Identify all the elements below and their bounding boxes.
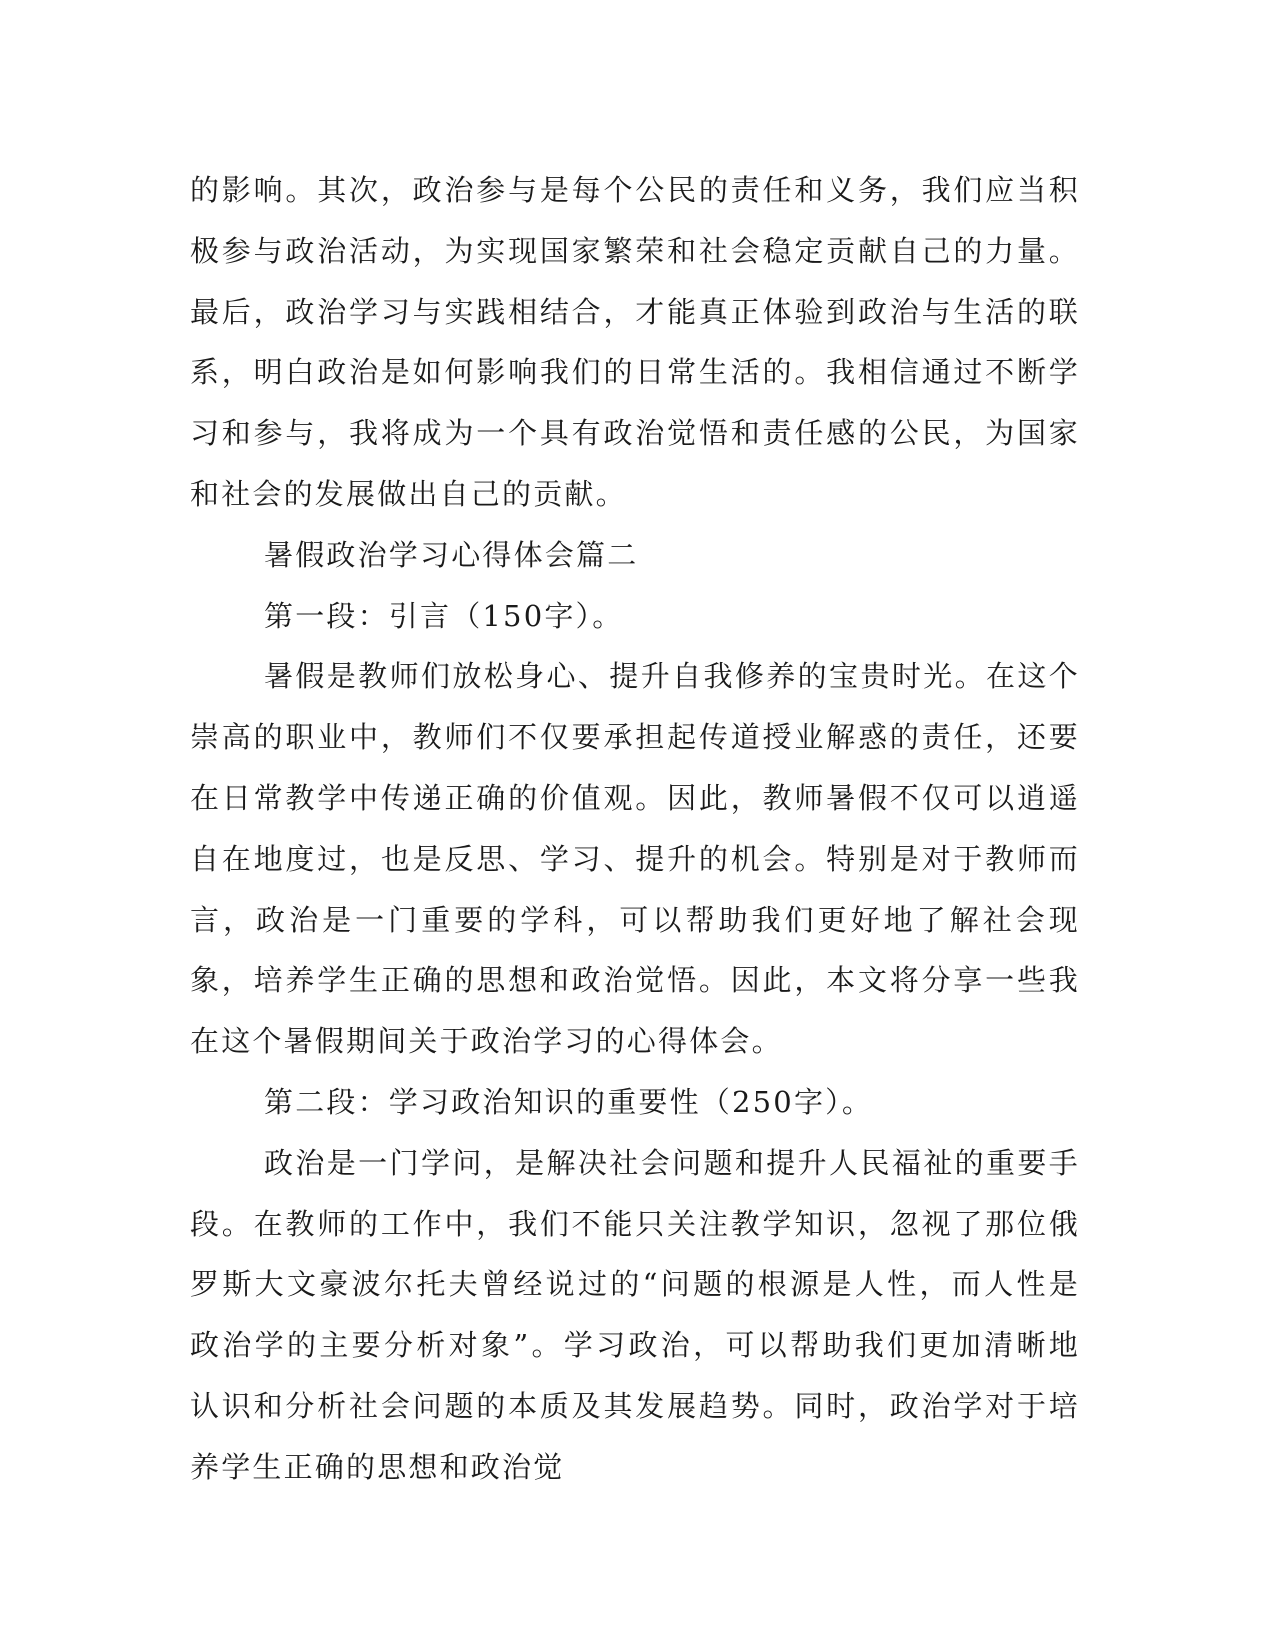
- section-title: 暑假政治学习心得体会篇二: [264, 537, 639, 572]
- paragraph-continuation: 的影响。其次，政治参与是每个公民的责任和义务，我们应当积极参与政治活动，为实现国家繁荣和社会稳定贡献自己的力量。最后，政治学习与实践相结合，才能真正体验到政治与生活的联系，明白政治是如何影响我们的日常生活的。我相信通过不断学习和参与，我将成为一个具有政治觉悟和责任感的公民，为国家和社会的发展做出自己的贡献。: [190, 173, 1080, 511]
- paragraph-intro: 暑假是教师们放松身心、提升自我修养的宝贵时光。在这个崇高的职业中，教师们不仅要承担起传道授业解惑的责任，还要在日常教学中传递正确的价值观。因此，教师暑假不仅可以逍遥自在地度过，也是反思、学习、提升的机会。特别是对于教师而言，政治是一门重要的学科，可以帮助我们更好地了解社会现象，培养学生正确的思想和政治觉悟。因此，本文将分享一些我在这个暑假期间关于政治学习的心得体会。: [190, 659, 1080, 1059]
- section-heading-1: 第一段：引言（150字）。: [264, 598, 624, 633]
- section-heading-2: 第二段：学习政治知识的重要性（250字）。: [264, 1084, 874, 1119]
- paragraph-importance: 政治是一门学问，是解决社会问题和提升人民福祉的重要手段。在教师的工作中，我们不能只关注教学知识，忽视了那位俄罗斯大文豪波尔托夫曾经说过的“问题的根源是人性，而人性是政治学的主要分析对象”。学习政治，可以帮助我们更加清晰地认识和分析社会问题的本质及其发展趋势。同时，政治学对于培养学生正确的思想和政治觉: [190, 1145, 1080, 1484]
- document-body: [190, 160, 1080, 1498]
